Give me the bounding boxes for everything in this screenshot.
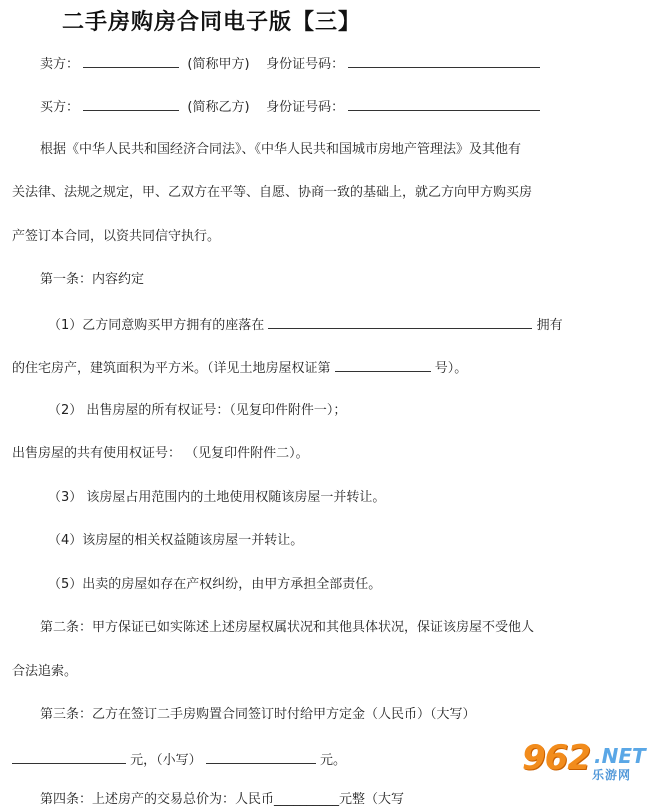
buyer-id-label: 身份证号码： xyxy=(266,100,345,115)
article1-item3: （3） 该房屋占用范围内的土地使用权随该房屋一并转让。 xyxy=(48,490,386,505)
item1-text-c: 的住宅房产，建筑面积为平方米。（详见土地房屋权证第 xyxy=(12,361,331,376)
watermark-net: .NET xyxy=(594,744,646,768)
watermark-number: 962 xyxy=(522,738,590,778)
article1-item2-b: 出售房屋的共有使用权证号： （见复印件附件二）。 xyxy=(12,446,309,461)
certificate-blank xyxy=(335,359,431,372)
location-blank xyxy=(268,316,532,329)
buyer-line xyxy=(40,98,540,116)
article3-yuan1: 元，（小写） xyxy=(130,753,202,768)
article3-yuan2: 元。 xyxy=(319,753,346,768)
article1-item1 xyxy=(48,316,563,334)
intro-line-3: 产签订本合同，以资共同信守执行。 xyxy=(12,229,221,244)
watermark-sub: 乐游网 xyxy=(592,768,632,782)
article4-partial: 第四条：上述房产的交易总价为：人民币__________元整（大写 xyxy=(40,792,405,807)
site-watermark xyxy=(522,738,654,782)
seller-abbr: (简称甲方) xyxy=(187,57,250,72)
article1-item5: （5）出卖的房屋如存在产权纠纷，由甲方承担全部责任。 xyxy=(48,577,382,592)
article2-line-2: 合法追索。 xyxy=(12,664,78,679)
deposit-upper-blank xyxy=(12,751,126,764)
buyer-id-blank xyxy=(348,98,540,111)
buyer-name-blank xyxy=(83,98,179,111)
seller-line xyxy=(40,55,540,73)
article1-item4: （4）该房屋的相关权益随该房屋一并转让。 xyxy=(48,533,304,548)
article1-item1-cont xyxy=(12,359,467,377)
article2-line-1: 第二条：甲方保证已如实陈述上述房屋权属状况和其他具体状况，保证该房屋不受他人 xyxy=(40,620,535,635)
buyer-label: 买方： xyxy=(40,100,80,115)
article1-heading: 第一条：内容约定 xyxy=(40,272,145,287)
article3-line-1: 第三条：乙方在签订二手房购置合同签订时付给甲方定金（人民币）（大写） xyxy=(40,707,476,722)
article3-line-2 xyxy=(12,751,346,769)
item1-text-d: 号）。 xyxy=(434,361,468,376)
deposit-lower-blank xyxy=(206,751,316,764)
intro-line-2: 关法律、法规之规定，甲、乙双方在平等、自愿、协商一致的基础上，就乙方向甲方购买房 xyxy=(12,185,533,200)
item1-text-b: 拥有 xyxy=(536,318,563,333)
seller-id-label: 身份证号码： xyxy=(266,57,345,72)
item1-text-a: （1）乙方同意购买甲方拥有的座落在 xyxy=(48,318,265,333)
seller-label: 卖方： xyxy=(40,57,80,72)
intro-line-1: 根据《中华人民共和国经济合同法》、《中华人民共和国城市房地产管理法》及其他有 xyxy=(40,142,522,157)
seller-id-blank xyxy=(348,55,540,68)
article1-item2: （2） 出售房屋的所有权证号：（见复印件附件一）； xyxy=(48,403,347,418)
buyer-abbr: (简称乙方) xyxy=(187,100,250,115)
seller-name-blank xyxy=(83,55,179,68)
document-title: 二手房购房合同电子版【三】 xyxy=(62,10,362,35)
